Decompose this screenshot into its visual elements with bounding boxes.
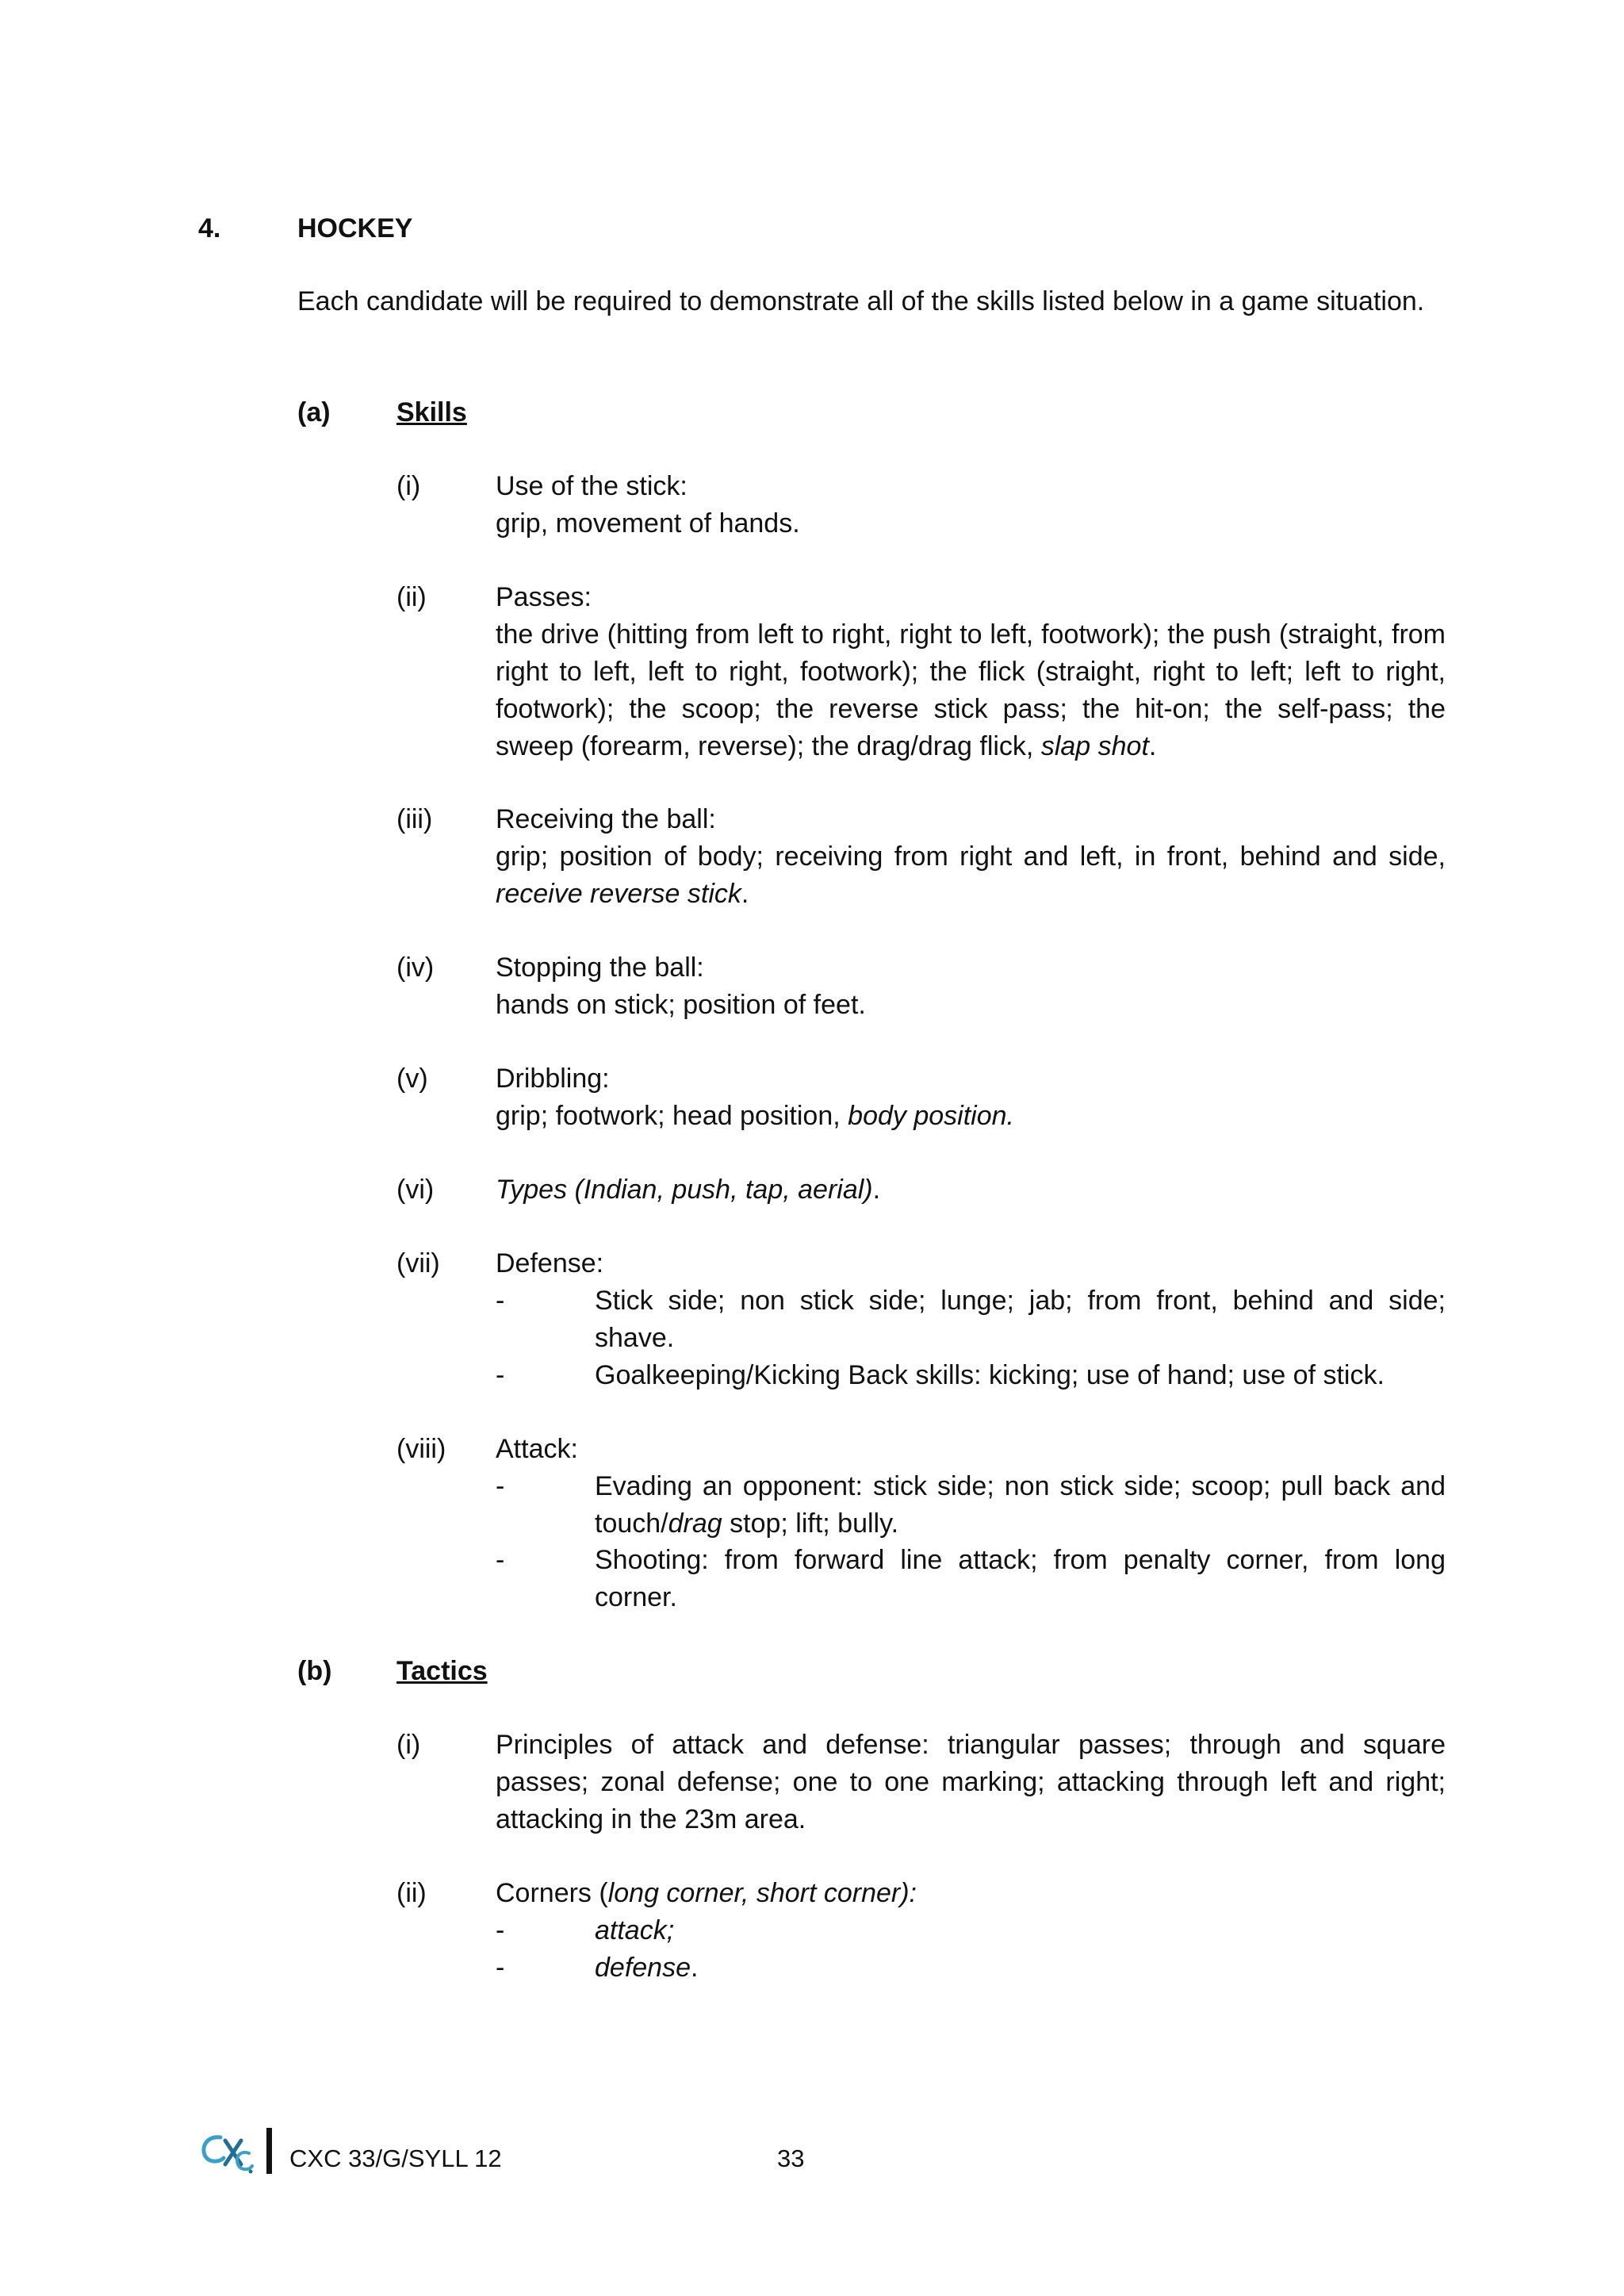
bullet-dash: - bbox=[496, 1471, 505, 1501]
cxc-logo-icon bbox=[197, 2129, 254, 2175]
bullet-dash: - bbox=[496, 1360, 505, 1390]
skill-head: Receiving the ball: bbox=[496, 804, 716, 834]
skill-head: Use of the stick: bbox=[496, 471, 688, 501]
skill-number: (ii) bbox=[396, 582, 427, 612]
bullet-item: Goalkeeping/Kicking Back skills: kicking; use of hand; use of stick. bbox=[595, 1360, 1385, 1390]
tactic-item: Corners (long corner, short corner): bbox=[496, 1878, 917, 1908]
skill-head: Passes: bbox=[496, 582, 592, 612]
skill-item bbox=[496, 579, 1446, 765]
skill-head: Attack: bbox=[496, 1434, 578, 1464]
skill-item bbox=[496, 1171, 1446, 1209]
footer-divider bbox=[266, 2128, 272, 2174]
bullet-dash: - bbox=[496, 1915, 505, 1945]
section-number: 4. bbox=[198, 213, 221, 243]
section-title: HOCKEY bbox=[297, 213, 413, 243]
tactics-heading: Tactics bbox=[396, 1656, 488, 1686]
skill-body: the drive (hitting from left to right, right to left, footwork); the push (straight, from right to left, left to right, footwork); the flick (straight, right to left; left to right, footwork); the scoop; the reverse stick pass; the hit-on; the self-pass; the sweep (forearm, reverse); the drag/drag flick, slap shot. bbox=[496, 619, 1446, 761]
skills-heading: Skills bbox=[396, 397, 467, 427]
tactic-number: (i) bbox=[396, 1730, 421, 1760]
skill-head: Defense: bbox=[496, 1248, 604, 1278]
intro-paragraph: Each candidate will be required to demonstrate all of the skills listed below in a game situation. bbox=[297, 286, 1425, 316]
bullet-item: Evading an opponent: stick side; non stick side; scoop; pull back and touch/drag stop; lift; bully. bbox=[595, 1471, 1446, 1539]
skill-item bbox=[496, 1060, 1446, 1135]
skill-number: (vi) bbox=[396, 1175, 435, 1205]
bullet-dash: - bbox=[496, 1953, 505, 1983]
tactics-label: (b) bbox=[297, 1656, 332, 1686]
bullet-item: defense. bbox=[595, 1953, 699, 1983]
skill-body: hands on stick; position of feet. bbox=[496, 990, 866, 1020]
skill-number: (v) bbox=[396, 1064, 428, 1094]
skill-body: grip; footwork; head position, body position. bbox=[496, 1101, 1014, 1131]
footer-code: CXC 33/G/SYLL 12 bbox=[289, 2145, 502, 2172]
skill-head: Types (Indian, push, tap, aerial). bbox=[496, 1175, 881, 1205]
skill-body: grip, movement of hands. bbox=[496, 508, 800, 539]
skill-number: (viii) bbox=[396, 1434, 446, 1464]
skill-item bbox=[496, 949, 1446, 1024]
skill-number: (iii) bbox=[396, 804, 433, 834]
bullet-dash: - bbox=[496, 1286, 505, 1316]
skill-item bbox=[496, 801, 1446, 913]
skill-item bbox=[496, 1431, 1446, 1468]
tactic-item: Principles of attack and defense: triangular passes; through and square passes; zonal defense; one to one marking; attacking through left and right; attacking in the 23m area. bbox=[496, 1730, 1446, 1834]
skill-number: (i) bbox=[396, 471, 421, 501]
skill-body: grip; position of body; receiving from right and left, in front, behind and side, receive reverse stick. bbox=[496, 841, 1446, 909]
skill-item bbox=[496, 468, 1446, 542]
bullet-item: attack; bbox=[595, 1915, 675, 1945]
skill-head: Dribbling: bbox=[496, 1064, 610, 1094]
bullet-dash: - bbox=[496, 1545, 505, 1575]
bullet-item: Shooting: from forward line attack; from penalty corner, from long corner. bbox=[595, 1545, 1446, 1612]
skill-item bbox=[496, 1245, 1446, 1282]
bullet-item: Stick side; non stick side; lunge; jab; from front, behind and side; shave. bbox=[595, 1286, 1446, 1353]
tactic-number: (ii) bbox=[396, 1878, 427, 1908]
page-number: 33 bbox=[777, 2145, 805, 2172]
skill-head: Stopping the ball: bbox=[496, 953, 704, 983]
skill-number: (vii) bbox=[396, 1248, 440, 1278]
skill-number: (iv) bbox=[396, 953, 435, 983]
skills-label: (a) bbox=[297, 397, 331, 427]
